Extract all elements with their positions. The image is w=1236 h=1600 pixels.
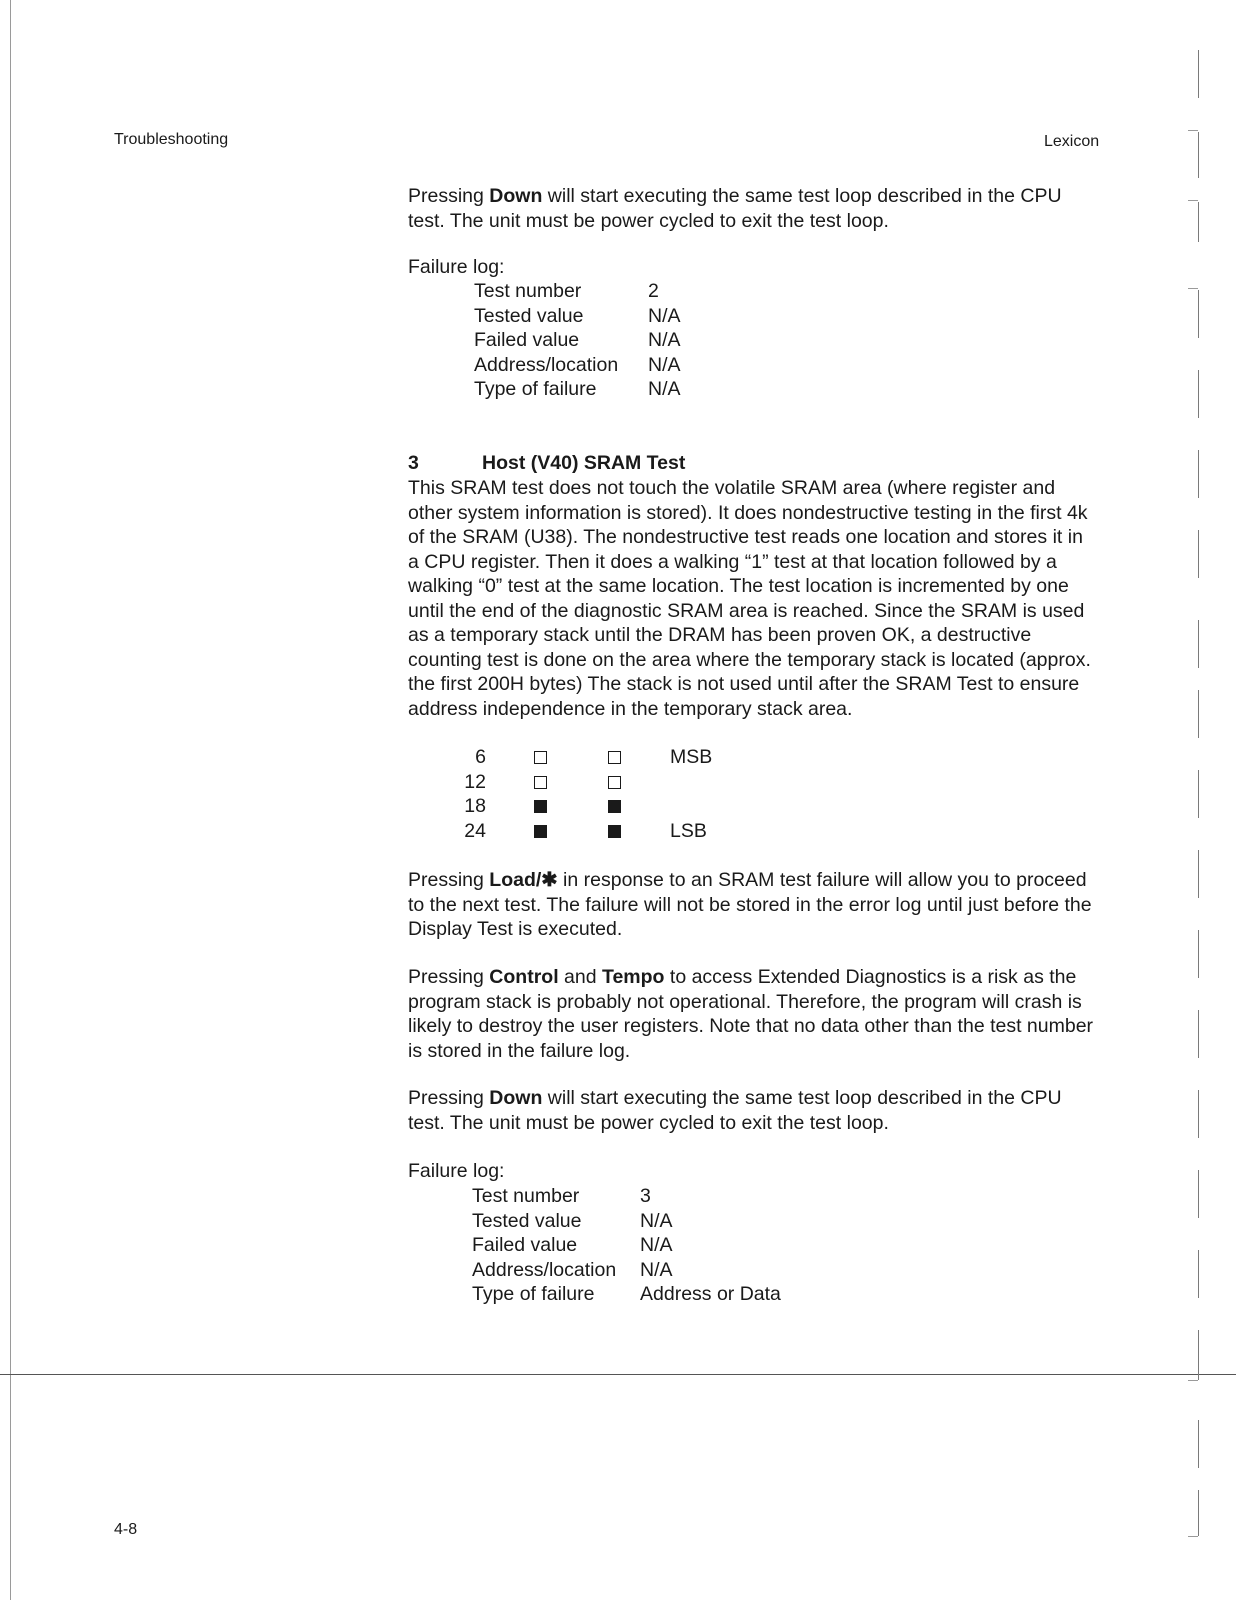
log-row [472,1184,812,1209]
margin-mark [1198,1250,1199,1298]
failure-log-label-1: Failure log: [408,256,505,278]
led-row-number: 12 [464,770,486,793]
led-row-label: LSB [670,819,707,842]
log-row [474,279,734,304]
page-number: 4-8 [114,1521,138,1538]
margin-mark [1198,770,1199,818]
failure-log-table-2 [472,1184,812,1307]
para-text: and [558,966,602,988]
log-value: N/A [648,304,681,327]
paragraph-down-2 [408,1086,1098,1135]
log-key: Failed value [472,1234,578,1256]
margin-mark [1198,530,1199,578]
margin-mark [1198,1490,1199,1536]
paragraph-down-1 [408,184,1098,233]
margin-mark [1198,1010,1199,1058]
log-row [474,328,734,353]
margin-mark [1198,620,1199,668]
bottom-rule [0,1374,1236,1375]
log-value: 2 [648,280,659,302]
log-value: N/A [640,1258,673,1281]
log-value: N/A [640,1234,673,1256]
margin-mark [1188,288,1198,289]
log-row [472,1282,812,1307]
led-off-icon [608,751,621,764]
para-text: will start executing the same test loop described in the CPU test. The unit must be power cycled to exit the test loop. [408,1087,1062,1134]
log-key: Address/location [472,1258,617,1281]
para-text: Pressing [408,185,490,207]
margin-mark [1198,930,1199,978]
section-title: Host (V40) SRAM Test [482,452,686,474]
margin-mark [1188,130,1198,131]
led-off-icon [534,751,547,764]
log-row [474,353,734,378]
running-header-brand: Lexicon [1044,133,1100,150]
log-key: Test number [472,1185,580,1207]
log-key: Test number [474,280,582,302]
log-row [474,304,734,329]
key-name-tempo: Tempo [602,966,665,988]
para-text: in response to an SRAM test failure will allow you to proceed to the next test. The failure will not be stored in the error log until just before the Display Test is executed. [408,869,1092,940]
margin-mark [1198,850,1199,898]
failure-log-label-2: Failure log: [408,1160,505,1182]
led-row-number: 18 [464,795,486,817]
para-text: Pressing [408,1087,490,1109]
margin-mark [1188,1536,1198,1537]
led-on-icon [534,825,547,838]
led-off-icon [608,776,621,789]
paragraph-control-tempo [408,965,1098,1063]
key-name-load: Load/✱ [489,869,558,891]
log-key: Address/location [474,353,619,376]
log-value: N/A [648,329,681,351]
margin-mark [1198,202,1199,242]
para-text: to access Extended Diagnostics is a risk as the program stack is probably not operational. Therefore, the program will crash is likely to destroy the user registers. Note that no data other than the test number is stored in the failure log. [408,966,1094,1062]
margin-mark [1198,1330,1199,1380]
key-name-down: Down [489,1087,543,1109]
margin-mark [1198,1170,1199,1218]
failure-log-table-1 [474,279,734,402]
log-value: N/A [648,378,681,400]
log-key: Tested value [474,304,584,327]
para-text: Pressing [408,869,490,891]
margin-mark [1198,1420,1199,1468]
log-row [474,377,734,402]
led-row-number: 6 [475,746,486,768]
led-on-icon [608,800,621,813]
key-name-down: Down [489,185,543,207]
led-on-icon [608,825,621,838]
margin-mark [1198,290,1199,338]
log-value: N/A [648,353,681,376]
margin-mark [1198,370,1199,418]
log-value: Address or Data [640,1283,781,1305]
log-key: Tested value [472,1209,582,1232]
section-number: 3 [408,452,419,474]
margin-mark [1198,50,1199,98]
log-key: Failed value [474,329,580,351]
section-body: This SRAM test does not touch the volatile SRAM area (where register and other system information is stored). It does nondestructive testing in the first 4k of the SRAM (U38). The nondestructive test reads one location and stores it in a CPU register. Then it does a walking “1” test at that location followed by a walking “0” test at the same location. The test location is incremented by one until the end of the diagnostic SRAM area is reached. Since the SRAM is used as a temporary stack until the DRAM has been proven OK, a destructive counting test is done on the area where the temporary stack is located (approx. the first 200H bytes) The stack is not used until after the SRAM Test to ensure address independence in the temporary stack area. [408,477,1091,720]
margin-mark [1198,690,1199,738]
led-row-label: MSB [670,746,713,768]
log-value: 3 [640,1185,651,1207]
log-row [472,1209,812,1234]
running-header-section: Troubleshooting [114,131,229,148]
para-text: Pressing [408,966,490,988]
log-value: N/A [640,1209,673,1232]
margin-mark [1198,132,1199,178]
log-row [472,1233,812,1258]
margin-mark [1188,200,1198,201]
log-key: Type of failure [474,378,597,400]
log-row [472,1258,812,1283]
led-row-number: 24 [464,819,486,842]
led-on-icon [534,800,547,813]
left-margin-rule [10,0,11,1600]
paragraph-load [408,868,1098,942]
binding-margin-marks [1180,40,1220,1600]
margin-mark [1188,1380,1198,1381]
led-off-icon [534,776,547,789]
key-name-control: Control [489,966,559,988]
margin-mark [1198,1090,1199,1138]
log-key: Type of failure [472,1283,595,1305]
para-text: will start executing the same test loop described in the CPU test. The unit must be power cycled to exit the test loop. [408,185,1062,232]
margin-mark [1198,450,1199,498]
